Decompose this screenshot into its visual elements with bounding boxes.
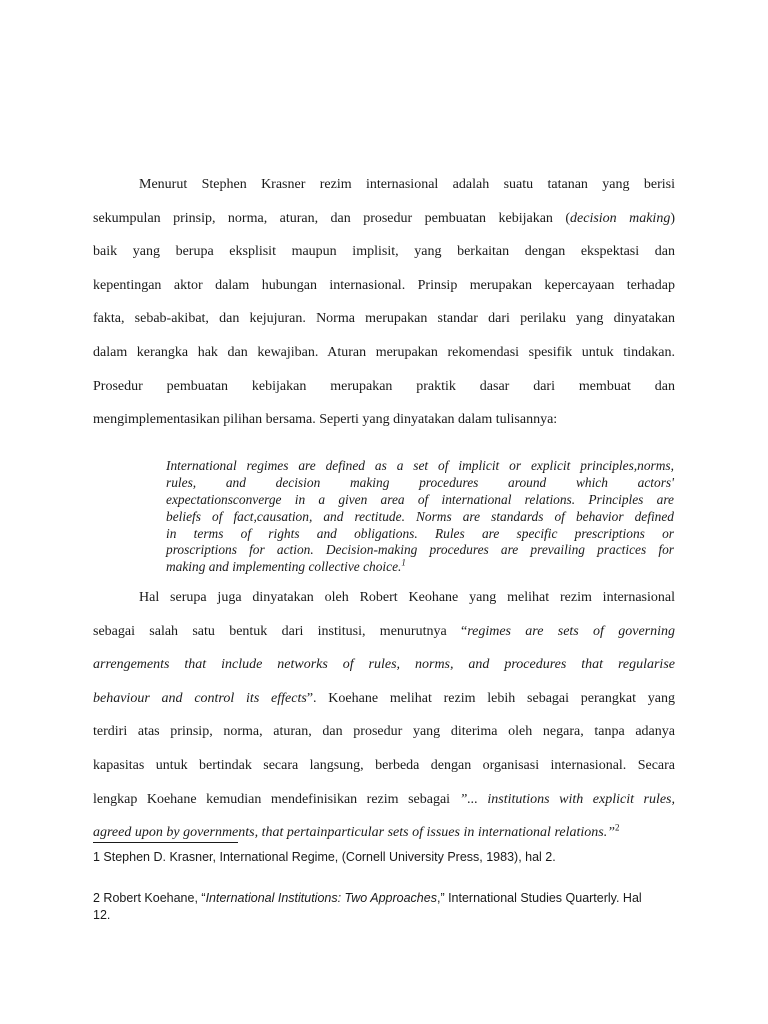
text-line: [93, 648, 675, 682]
text-segment: ): [670, 210, 675, 226]
text-line: Prosedur pembuatan kebijakan merupakan praktik dasar dari membuat dan: [93, 378, 675, 394]
text-segment: 2 Robert Koehane, “: [93, 891, 206, 905]
quote-line: expectationsconverge in a given area of international relations. Principles are: [166, 491, 674, 507]
italic-quote: arrengements that include networks of rules, norms, and procedures that regularise: [93, 657, 675, 673]
text-line: baik yang berupa eksplisit maupun implisit, yang berkaitan dengan ekspektasi dan: [93, 244, 675, 260]
text-segment: sekumpulan prinsip, norma, aturan, dan prosedur pembuatan kebijakan (: [93, 210, 571, 226]
italic-quote: regimes are sets of governing: [467, 623, 676, 639]
text-line: Menurut Stephen Krasner rezim internasional adalah suatu tatanan yang berisi: [139, 177, 675, 192]
text-line: [93, 816, 675, 850]
italic-term: decision making: [570, 210, 671, 226]
text-line: fakta, sebab-akibat, dan kejujuran. Norma merupakan standar dari perilaku yang dinyatakan: [93, 311, 675, 327]
paragraph-keohane: [93, 581, 675, 850]
text-line: kapasitas untuk bertindak secara langsung, berbeda dengan organisasi internasional. Secara: [93, 757, 675, 773]
quote-line: beliefs of fact,causation, and rectitude. Norms are standards of behavior defined: [166, 508, 674, 524]
text-segment: ,” International Studies Quarterly. Hal: [436, 891, 642, 905]
quote-line: [166, 559, 674, 576]
footnote-title: International Institutions: Two Approaches: [205, 891, 437, 905]
block-quote-krasner: [166, 458, 674, 576]
text-line: [93, 682, 675, 716]
italic-quote: ”... institutions with explicit rules,: [459, 791, 676, 807]
text-line: [93, 783, 675, 817]
text-line: [93, 615, 675, 649]
paragraph-krasner: [93, 168, 675, 437]
text-line: kepentingan aktor dalam hubungan internasional. Prinsip merupakan kepercayaan terhadap: [93, 277, 675, 293]
text-segment: 12.: [93, 908, 111, 922]
text-line: mengimplementasikan pilihan bersama. Seperti yang dinyatakan dalam tulisannya:: [93, 412, 558, 428]
text-segment: lengkap Koehane kemudian mendefinisikan rezim sebagai: [93, 791, 460, 807]
footnote-separator: [93, 842, 238, 843]
text-line: Hal serupa juga dinyatakan oleh Robert Keohane yang melihat rezim internasional: [139, 590, 675, 605]
footnote-ref-1: 1: [401, 557, 406, 568]
text-line: dalam kerangka hak dan kewajiban. Aturan merupakan rekomendasi spesifik untuk tindakan.: [93, 344, 675, 360]
footnote-1: 1 Stephen D. Krasner, International Regime, (Cornell University Press, 1983), hal 2.: [93, 850, 556, 864]
quote-line: International regimes are defined as a set of implicit or explicit principles,norms,: [166, 458, 674, 473]
footnote-ref-2: 2: [615, 822, 620, 833]
text-segment: making and implementing collective choice.: [166, 559, 402, 575]
footnote-2: [93, 890, 675, 924]
text-segment: sebagai salah satu bentuk dari institusi, menurutnya “: [93, 623, 468, 639]
quote-line: rules, and decision making procedures around which actors': [166, 474, 674, 490]
text-segment: ”. Koehane melihat rezim lebih sebagai perangkat yang: [306, 690, 675, 706]
text-line: terdiri atas prinsip, norma, aturan, dan prosedur yang diterima oleh negara, tanpa adanya: [93, 724, 675, 740]
quote-line: proscriptions for action. Decision-making procedures are prevailing practices for: [166, 542, 674, 558]
quote-line: in terms of rights and obligations. Rules are specific prescriptions or: [166, 525, 674, 541]
italic-quote: agreed upon by governments, that pertainparticular sets of issues in international relations.”: [93, 825, 615, 841]
italic-quote: behaviour and control its effects: [93, 690, 307, 706]
text-line: [93, 202, 675, 236]
